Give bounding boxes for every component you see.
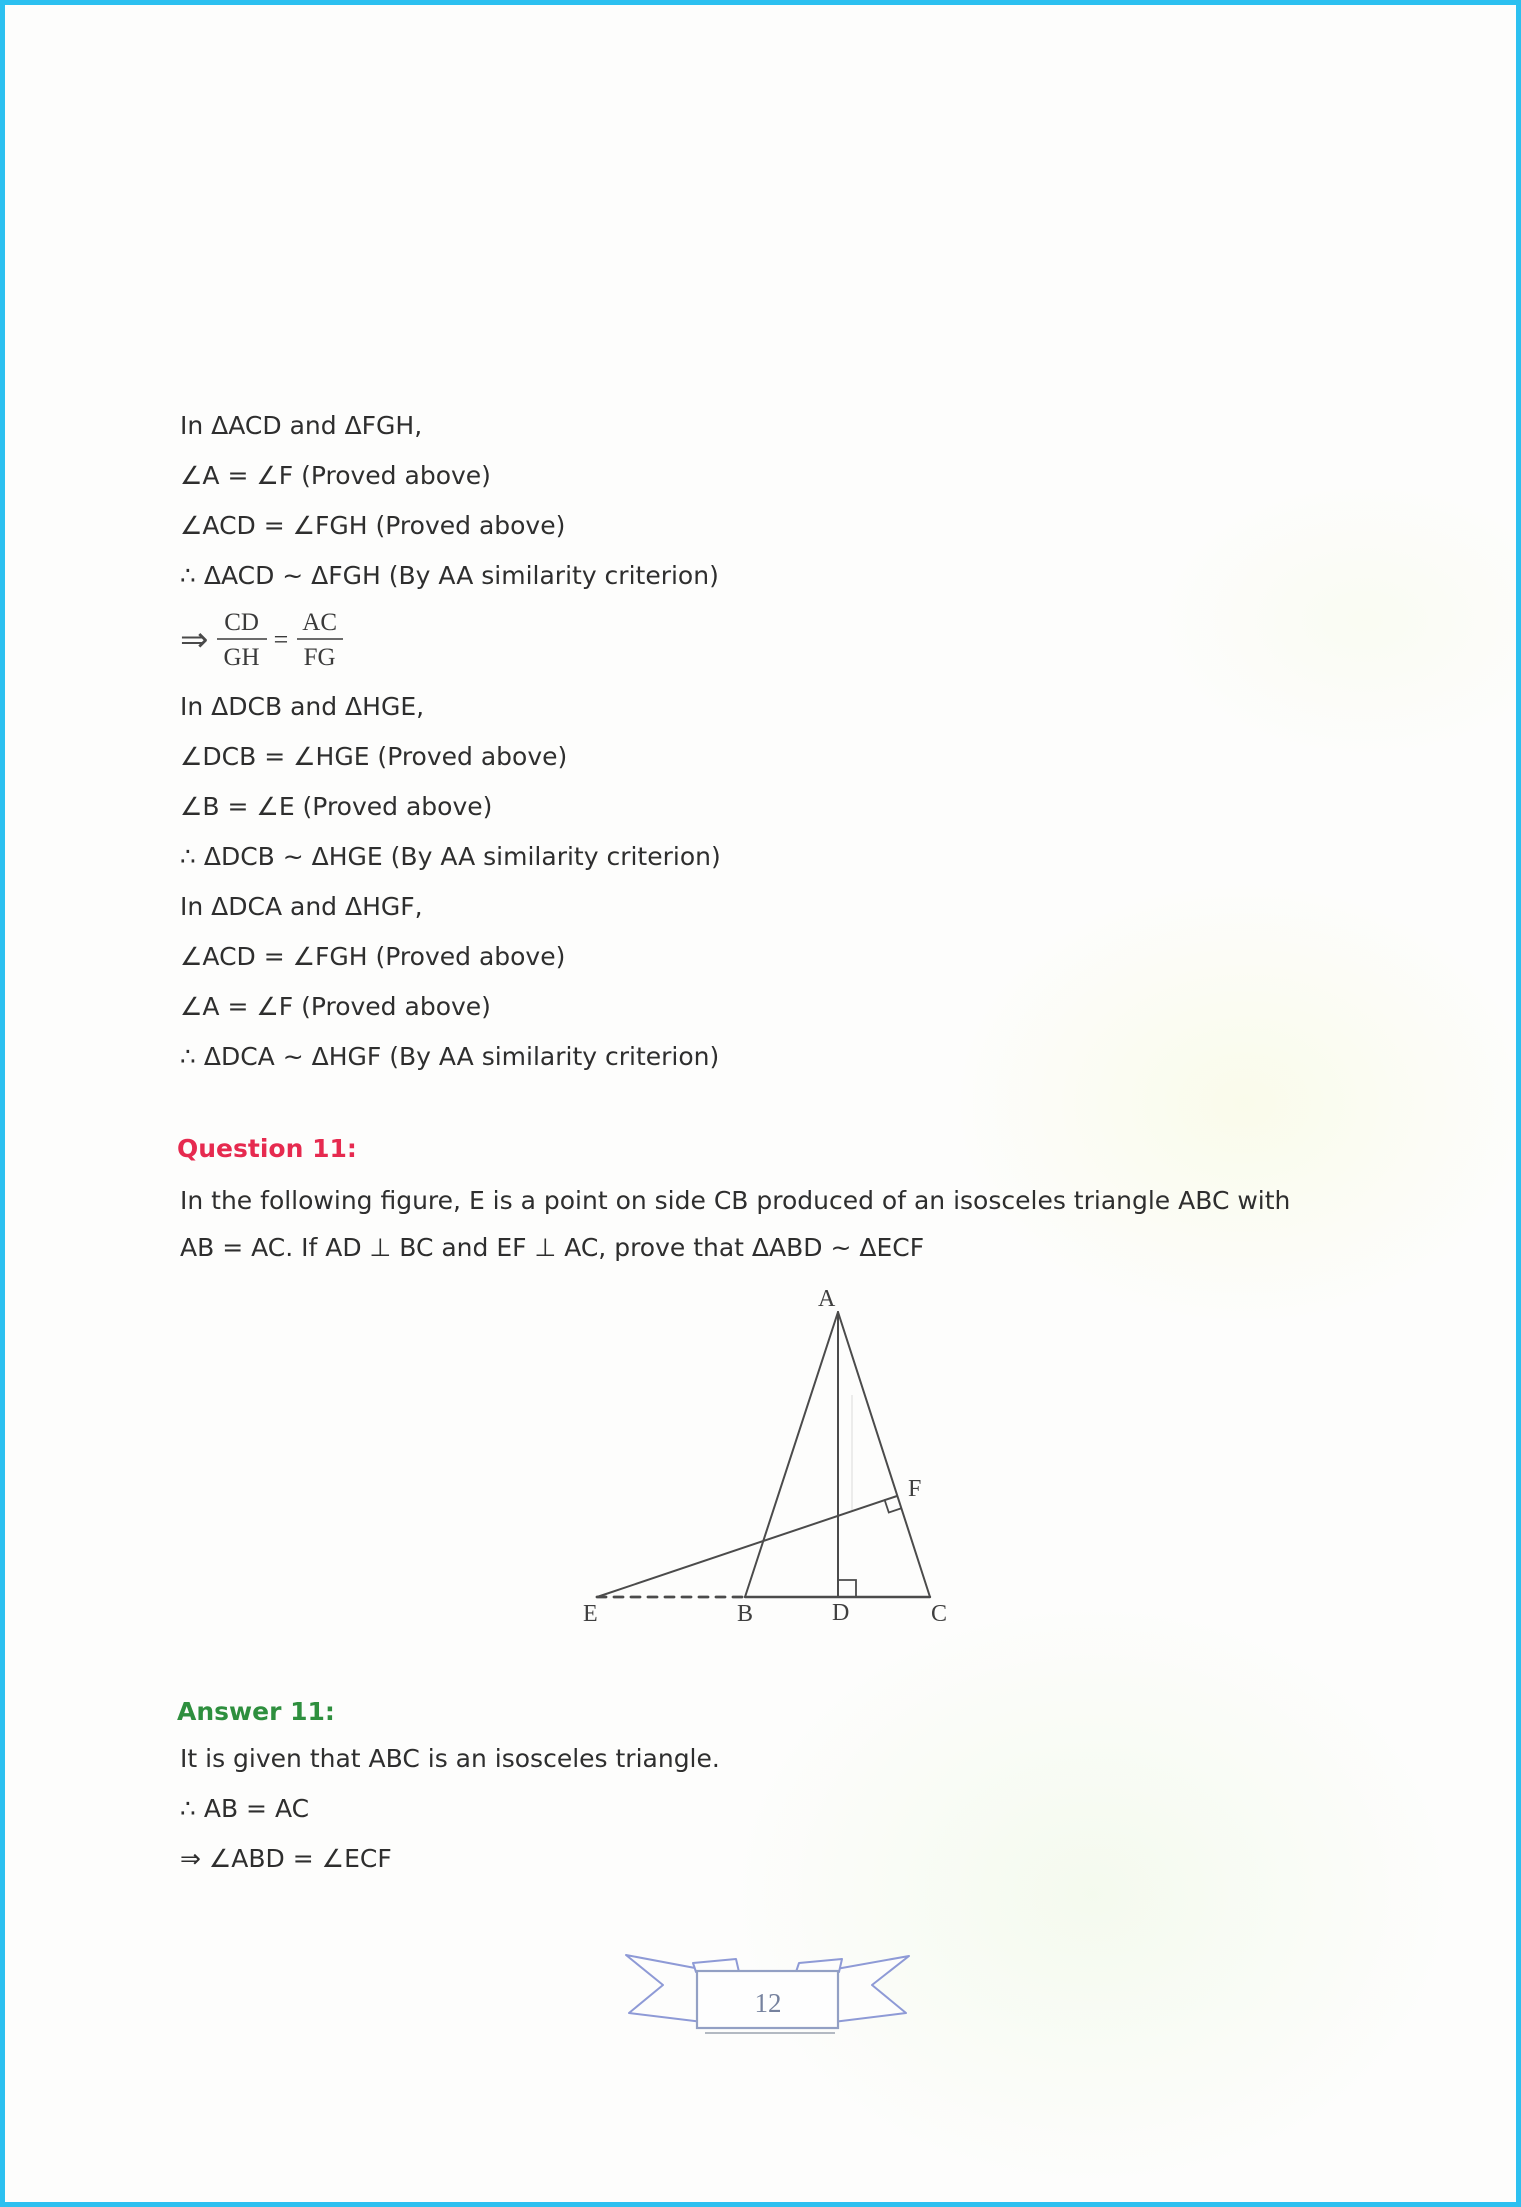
fraction-denominator: FG — [297, 638, 343, 673]
equals-sign: = — [273, 625, 289, 654]
geometry-figure — [545, 1267, 1005, 1657]
proof-line: ∴ ΔDCA ~ ΔHGF (By AA similarity criterion) — [180, 1042, 720, 1071]
proof-block-1 — [180, 401, 719, 601]
proof-line: ∠ACD = ∠FGH (Proved above) — [180, 942, 566, 971]
answer-line: ∴ AB = AC — [180, 1794, 310, 1823]
fraction-denominator: GH — [217, 638, 267, 673]
ratio-formula — [180, 599, 344, 681]
question-line: In the following figure, E is a point on side CB produced of an isosceles triangle ABC with — [180, 1186, 1291, 1215]
proof-line: ∠B = ∠E (Proved above) — [180, 792, 493, 821]
fraction-numerator: AC — [302, 608, 338, 636]
answer-heading: Answer 11: — [177, 1697, 335, 1726]
answer-line: ⇒ ∠ABD = ∠ECF — [180, 1844, 392, 1873]
segment-ef — [597, 1496, 897, 1597]
fraction-numerator: CD — [224, 608, 259, 636]
fraction-left — [217, 607, 267, 674]
proof-line: ∠A = ∠F (Proved above) — [180, 461, 491, 490]
vertex-label-d: D — [832, 1600, 850, 1626]
proof-line: ∠DCB = ∠HGE (Proved above) — [180, 742, 568, 771]
question-heading: Question 11: — [177, 1134, 357, 1163]
right-angle-mark-d — [838, 1580, 856, 1597]
proof-line: In ΔDCA and ΔHGF, — [180, 892, 423, 921]
proof-line: In ΔACD and ΔFGH, — [180, 411, 423, 440]
proof-line: ∠A = ∠F (Proved above) — [180, 992, 491, 1021]
question-text — [180, 1177, 1290, 1271]
proof-line: ∴ ΔDCB ~ ΔHGE (By AA similarity criterion) — [180, 842, 721, 871]
proof-block-2 — [180, 682, 721, 1082]
fraction-right — [295, 607, 344, 674]
proof-line: In ΔDCB and ΔHGE, — [180, 692, 425, 721]
proof-line: ∴ ΔACD ~ ΔFGH (By AA similarity criterion) — [180, 561, 719, 590]
vertex-label-f: F — [908, 1476, 922, 1502]
page-number: 12 — [754, 1988, 782, 2018]
implies-arrow: ⇒ — [180, 620, 209, 660]
vertex-label-a: A — [818, 1286, 836, 1312]
vertex-label-c: C — [931, 1601, 948, 1627]
answer-line: It is given that ABC is an isosceles triangle. — [180, 1744, 720, 1773]
question-line: AB = AC. If AD ⊥ BC and EF ⊥ AC, prove that ΔABD ~ ΔECF — [180, 1233, 925, 1262]
side-ab — [745, 1312, 838, 1597]
vertex-label-e: E — [583, 1601, 598, 1627]
proof-line: ∠ACD = ∠FGH (Proved above) — [180, 511, 566, 540]
page-number-ribbon — [605, 1935, 935, 2050]
answer-text — [180, 1734, 720, 1884]
vertex-label-b: B — [737, 1601, 754, 1627]
